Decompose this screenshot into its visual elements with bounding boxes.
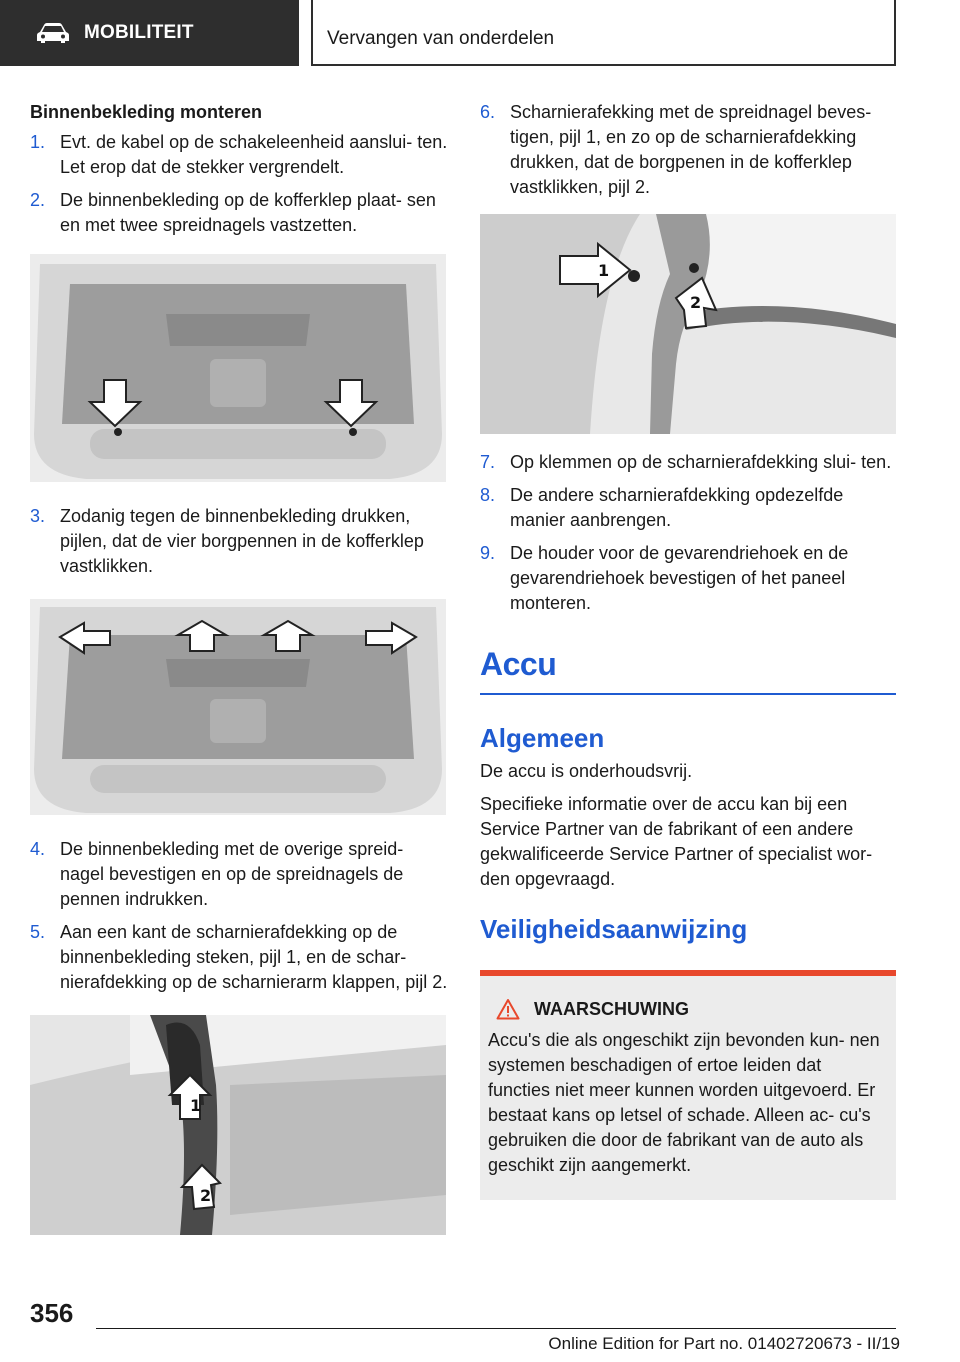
step-text: Evt. de kabel op de schakeleenheid aanslui- ten. Let erop dat de stekker vergrendelt. (60, 132, 448, 177)
step-text: De andere scharnierafdekking opdezelfde manier aanbrengen. (510, 485, 844, 530)
section-tab[interactable] (0, 0, 299, 66)
list-item (30, 837, 448, 912)
footer-edition: Online Edition for Part no. 01402720673 - II/19 (548, 1334, 900, 1353)
steps-list-b (30, 504, 448, 579)
hinge-cover-figure-2 (480, 214, 896, 434)
step-number: 7. (480, 452, 496, 472)
list-item (480, 100, 896, 200)
step-number: 5. (30, 922, 46, 942)
step-number: 8. (480, 485, 496, 505)
list-item (480, 450, 896, 475)
list-item (480, 541, 896, 616)
trunk-lid-figure-2 (30, 599, 446, 815)
right-column (480, 100, 896, 1200)
step-text: Zodanig tegen de binnenbekleding drukken, pijlen, dat de vier borgpennen in de kofferklep vastklikken. (60, 506, 424, 576)
step-number: 3. (30, 506, 46, 526)
list-item (30, 920, 448, 995)
page-number: 356 (30, 1298, 74, 1328)
left-column (30, 100, 448, 1257)
step-number: 4. (30, 839, 46, 859)
trunk-lid-figure-1 (30, 254, 446, 482)
step-number: 2. (30, 190, 46, 210)
hinge-cover-figure-1 (30, 1015, 446, 1235)
steps-list-c (30, 837, 448, 995)
list-item (480, 483, 896, 533)
car-icon (36, 22, 70, 44)
figure-label: 2 (690, 293, 702, 312)
subsection-heading-general: Algemeen (480, 723, 605, 753)
subheading: Binnenbekleding monteren (30, 102, 263, 122)
step-text: De houder voor de gevarendriehoek en de gevarendriehoek bevestigen of het paneel monteren. (510, 543, 849, 613)
step-text: Scharnierafekking met de spreidnagel beves- tigen, pijl 1, en zo op de scharnierafdekking drukken, dat de borgpenen in de kofferklep vastklikken, pijl 2. (510, 102, 872, 197)
chapter-title: Vervangen van onderdelen (311, 0, 896, 66)
section-title: MOBILITEIT (84, 22, 194, 43)
warning-header (488, 998, 888, 1020)
step-number: 6. (480, 102, 496, 122)
warning-text: Accu's die als ongeschikt zijn bevonden kun- nen systemen beschadigen of ertoe leiden dat functies niet meer kunnen worden uitgevoerd. Er bestaat kans op letsel of schade. Alleen ac- cu's gebruiken die door de fabrikant van de auto als geschikt zijn aangemerkt. (488, 1030, 880, 1175)
step-text: Op klemmen op de scharnierafdekking slui- ten. (510, 452, 892, 472)
warning-title: WAARSCHUWING (534, 998, 689, 1019)
figure-label: 1 (190, 1096, 202, 1115)
list-item (30, 504, 448, 579)
warning-triangle-icon (496, 998, 520, 1020)
step-number: 9. (480, 543, 496, 563)
paragraph: De accu is onderhoudsvrij. (480, 761, 693, 781)
subsection-heading-safety: Veiligheidsaanwijzing (480, 914, 748, 944)
paragraph: Specifieke informatie over de accu kan bij een Service Partner van de fabrikant of een andere gekwalificeerde Service Partner of specialist wor- den opgevraagd. (480, 794, 873, 889)
list-item (30, 188, 448, 238)
step-text: Aan een kant de scharnierafdekking op de binnenbekleding steken, pijl 1, en de schar- nierafdekking op de scharnierarm klappen, pijl 2. (60, 922, 448, 992)
step-number: 1. (30, 132, 46, 152)
step-text: De binnenbekleding met de overige spreid- nagel bevestigen en op de spreidnagels de pennen indrukken. (60, 839, 404, 909)
steps-list-a (30, 130, 448, 238)
step-text: De binnenbekleding op de kofferklep plaat- sen en met twee spreidnagels vastzetten. (60, 190, 436, 235)
warning-box (480, 970, 896, 1200)
steps-list-d (480, 100, 896, 200)
section-heading: Accu (480, 646, 896, 695)
figure-label: 2 (200, 1186, 212, 1205)
figure-label: 1 (598, 261, 610, 280)
steps-list-e (480, 450, 896, 616)
footer-divider (96, 1328, 896, 1329)
list-item (30, 130, 448, 180)
